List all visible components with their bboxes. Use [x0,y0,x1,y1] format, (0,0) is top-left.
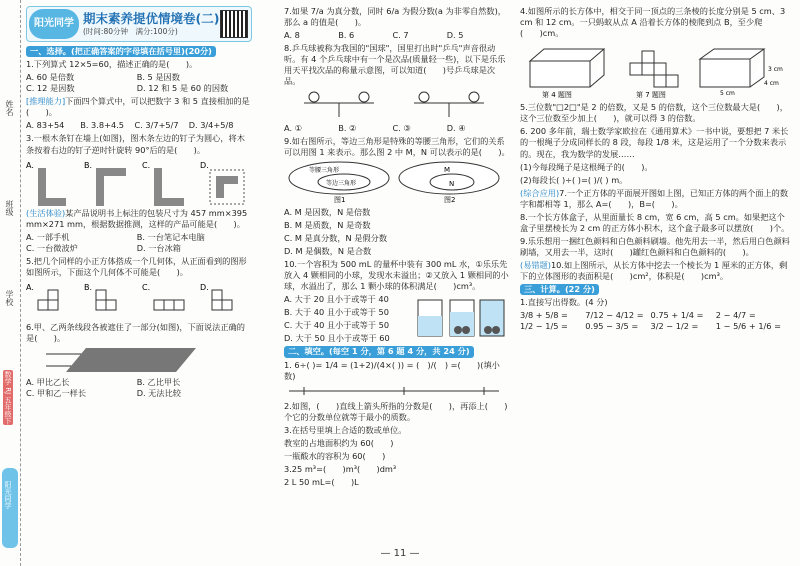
q4-option-d: D. 一台冰箱 [136,242,181,253]
fill-3a: 教室的占地面积约为 60( ) [284,437,394,448]
q1-option-a: A. 60 是倍数 [26,72,75,83]
question-7: 7.如果 7/a 为真分数，同时 6/a 为假分数(a 为非零自然数)，那么 a 的值是( )。 [284,6,506,28]
svg-text:第 4 题图: 第 4 题图 [542,91,572,100]
svg-text:A.: A. [26,160,34,170]
column-2 [284,6,510,490]
q1-option-d: D. 12 和 5 是 60 的因数 [136,83,229,94]
fill-5: 5.三位数"□2□"是 2 的倍数，又是 5 的倍数，这个三位数最大是( )，这个三位数至少加上( )，就可以得 3 的倍数。 [520,102,788,124]
svg-text:C.: C. [142,160,151,170]
q3-figure-b [84,158,134,206]
q10-option-c: C. 大于 40 且小于或等于 50 [284,320,390,331]
q9-option-a: A. M 是因数，N 是倍数 [284,206,371,217]
q2-option-b: B. 3.8+4.5 [80,120,124,131]
q2-option-c: C. 3/7+5/7 [134,120,179,131]
q8-option-a: A. ① [284,122,303,133]
paper-title: 期末素养提优情境卷(二) [83,10,220,26]
q7-option-c: C. 7 [392,30,409,41]
q8-option-b: B. ② [338,122,357,133]
svg-text:M: M [444,165,451,174]
svg-text:B.: B. [84,282,93,292]
q5-figures [26,280,252,320]
column-1 [26,6,252,401]
q6-option-d: D. 无法比较 [136,388,181,399]
q2-option-d: D. 3/4+5/8 [188,120,234,131]
q1-option-b: B. 5 是因数 [136,72,180,83]
calc-item: 2 − 4/7 = [715,310,756,321]
fill-6: 6. 200 多年前，瑞士数学家欧拉在《通用算术》一书中说，要想把 7 米长的一根绳子分成同样长的 8 段，每段 1/8 米，这是运用了一个分数来表示的。现在，我为数学的发展…… [520,126,789,159]
q3-figure-a [26,158,76,206]
q4-tag: (生活体验) [26,207,66,218]
q3-figure-c [142,158,192,206]
svg-text:A.: A. [26,282,34,292]
calc-grid [520,310,792,332]
fill-2: 2.如图，( )直线上箭头所指的分数是( )，再添上( )个它的分数单位就等于最小的质数。 [284,400,508,422]
section-3-title: 三、计算。(22 分) [520,284,599,295]
column-3 [520,6,792,332]
name-label: 姓名 [5,100,14,116]
calc-item: 1/2 − 1/5 = [520,321,568,332]
figures-4-7-10 [520,41,790,99]
svg-text:C.: C. [142,282,151,292]
fill-3d: 2 L 50 mL=( )L [284,477,359,488]
calc-item: 7/12 − 4/12 = [585,310,644,321]
q10-cups-figure [414,294,508,340]
q8-option-d: D. ④ [446,122,466,133]
q4-option-b: B. 一台笔记本电脑 [136,231,205,242]
fill-9: 9.乐乐想用一捆红色颜料和白色颜料刷墙。他先用去一半，然后用白色颜料刷墙，又用去一半，这时( )罐红色颜料和白色颜料的( )。 [520,235,790,257]
calc-item: 3/8 + 5/8 = [520,310,568,321]
q9-option-d: D. M 是偶数，N 是合数 [284,245,372,256]
svg-text:5 cm: 5 cm [720,90,735,98]
fill-7: 7.一个正方体的平面展开图如上图，已知正方体的两个面上的数字和都相等 1，那么 A=( )，B=( )。 [520,187,789,209]
q5-figure-d [200,280,250,320]
brand-badge: 阳光同学 [29,9,79,39]
question-2: 下面四个算式中，可以把数字 3 和 5 直接相加的是( )。 [26,96,250,118]
fill-10: 10.如上图所示，从长方体中挖去一个棱长为 1 厘米的正方体，剩下的立体图形的表面积是( )cm²，体积是( )cm³。 [520,260,788,282]
calc-item: 1 − 5/6 + 1/6 = [715,321,781,332]
q7-option-d: D. 5 [446,30,464,41]
question-5: 5.把几个同样的小正方体搭成一个几何体，从正面看到的图形如图所示，下面这个几何体不可能是( )。 [26,255,247,277]
fill-3c: 3.25 m³=( )m³( )dm³ [284,464,397,474]
calc-item: 3/2 − 1/2 = [650,321,699,332]
q6-option-b: B. 乙比甲长 [136,377,181,388]
qr-code-icon [220,10,248,38]
q2-option-a: A. 83+54 [26,120,65,131]
paper-header [26,6,252,42]
svg-text:图2: 图2 [444,195,456,204]
paper-time: (时间:80分钟 满分:100分) [83,27,178,37]
svg-text:N: N [449,179,455,188]
q9-venn-figures [284,160,504,204]
q7-option-b: B. 6 [338,30,355,41]
fill-6b: (2)每段长( )÷( )=( )/( ) m。 [520,174,628,185]
binding-strip [0,0,21,566]
fill-10-tag: (易错题) [520,260,551,271]
q5-figure-b [84,280,134,320]
q5-figure-a [26,280,76,320]
fill-1: 1. 6÷( )= 1/4 = (1+2)/(4×( )) = ( )/( ) =( )(填小数) [284,359,500,381]
q6-option-c: C. 甲和乙一样长 [26,388,87,399]
strip-tag-2: 阳光同学 [4,481,12,509]
fill-4: 4.如图所示的长方体中，相交于同一顶点的三条棱的长度分别是 5 cm、3 cm 和 12 cm。一只蚂蚁从点 A 沿着长方体的棱爬到点 B，至少爬( )cm。 [520,6,786,39]
fill-7-tag: (综合应用) [520,187,560,198]
section-1-title: 一、选择。(把正确答案的字母填在括号里)(20分) [26,46,216,57]
q1-option-c: C. 12 是因数 [26,83,75,94]
svg-text:B.: B. [84,160,93,170]
school-label: 学校 [5,290,14,306]
q8-option-c: C. ③ [392,122,411,133]
q3-figures [26,158,252,206]
svg-text:D.: D. [200,282,209,292]
fill-8: 8.一个长方体盒子，从里面量长 8 cm，宽 6 cm，高 5 cm。如果把这个盒子里摆棱长为 2 cm 的正方体小积木，这个盒子最多可以摆放( )个。 [520,211,790,233]
svg-text:4 cm: 4 cm [764,80,779,88]
q3-figure-d [200,158,250,206]
svg-text:3 cm: 3 cm [768,66,783,74]
calc-item: 0.95 − 3/5 = [585,321,639,332]
question-9: 9.如右图所示，等边三角形是特殊的等腰三角形，它们的关系可以用图 1 来表示。那么图 2 中 M，N 可以表示的是( )。 [284,135,510,157]
question-6: 6.甲、乙两条线段各被遮住了一部分(如图)，下面说法正确的是( )。 [26,321,245,343]
class-label: 班级 [5,200,14,216]
q9-option-c: C. M 是真分数，N 是假分数 [284,232,388,243]
question-4: 某产品说明书上标注的包装尺寸为 457 mm×395 mm×271 mm，根据数据推测，这样的产品可能是( )。 [26,207,248,229]
q9-option-b: B. M 是质数，N 是奇数 [284,219,371,230]
fill-2-number-line [284,384,504,398]
page-number: — 11 — [380,548,420,559]
svg-text:图1: 图1 [334,195,346,204]
question-10: 10.一个容积为 500 mL 的量杯中装有 300 mL 水，①乐乐先放入 4 颗相同的小球，发现水未溢出；②又放入 1 颗相同的小球，水溢出了，那么 1 颗小球的体积满足( )cm³。 [284,259,509,292]
section-2-title: 二、填空。(每空 1 分，第 6 题 4 分，共 24 分) [284,346,474,357]
svg-text:等腰三角形: 等腰三角形 [309,166,340,174]
q10-option-b: B. 大于 40 且小于或等于 50 [284,307,389,318]
q5-figure-c [142,280,192,320]
svg-text:第 7 题图: 第 7 题图 [636,91,666,100]
q6-figure [26,346,226,374]
strip-tag-1: 数学 RJ 五年级下 [4,371,12,425]
question-3: 3.一根木条钉在墙上(如图)，图木条左边的钉子为圆心，将木条按着右边的钉子逆时针旋转 90°后的是( )。 [26,133,245,155]
q7-option-a: A. 8 [284,30,300,41]
q10-options-and-figure [284,294,510,346]
svg-text:等边三角形: 等边三角形 [326,179,357,187]
q2-tag: [推理能力] [26,96,66,107]
calc-1-title: 1.直接写出得数。(4 分) [520,297,608,308]
q10-option-a: A. 大于 20 且小于或等于 40 [284,294,389,305]
fill-6a: (1)今每段绳子是这根绳子的( )。 [520,161,653,172]
question-1: 1.下列算式 12×5=60，描述正确的是( )。 [26,59,198,70]
calc-item: 0.75 + 1/4 = [650,310,704,321]
fill-3: 3.在括号里填上合适的数或单位。 [284,424,407,435]
q8-balance-figure [284,89,504,119]
svg-text:D.: D. [200,160,209,170]
q10-option-d: D. 大于 50 且小于或等于 60 [284,333,390,344]
q4-option-a: A. 一部手机 [26,231,70,242]
q6-option-a: A. 甲比乙长 [26,377,70,388]
q4-option-c: C. 一台微波炉 [26,242,78,253]
question-8: 8.乒乓球被称为我国的"国球"，国里打出时"乒乓"声音很动听。有 4 个乒乓球中有一个是次品(质量轻一些)，以下是乐乐用天平找次品的称量示意图，可以知道( )号乒乓球是次品。 [284,43,506,87]
fill-3b: 一瓶酸水的容积为 60( ) [284,450,386,461]
